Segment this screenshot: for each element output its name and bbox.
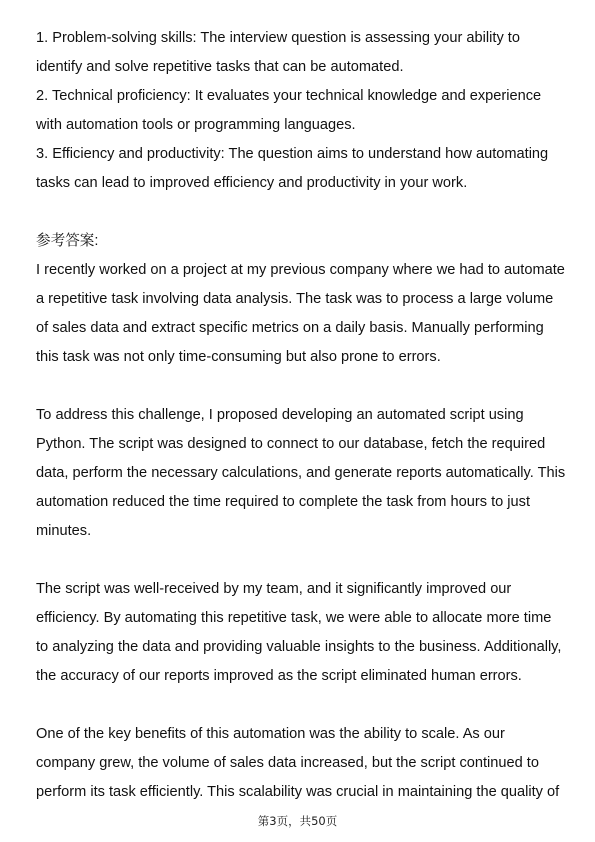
paragraph-gap — [36, 691, 564, 720]
paragraph-gap — [36, 372, 564, 401]
text-line: Python. The script was designed to connect to our database, fetch the required — [36, 436, 546, 452]
text-line: with automation tools or programming languages. — [36, 117, 356, 133]
text-line: One of the key benefits of this automation was the ability to scale. As our — [36, 726, 505, 742]
text-line: to analyzing the data and providing valuable insights to the business. Additionally, — [36, 639, 562, 655]
text-line: efficiency. By automating this repetitive task, we were able to allocate more time — [36, 610, 552, 626]
text-line: tasks can lead to improved efficiency and productivity in your work. — [36, 175, 468, 191]
paragraph-gap — [36, 198, 564, 227]
paragraph-gap — [36, 546, 564, 575]
document-body — [36, 24, 564, 807]
text-line: 1. Problem-solving skills: The interview question is assessing your ability to — [36, 30, 520, 46]
text-line: identify and solve repetitive tasks that can be automated. — [36, 59, 404, 75]
text-line: I recently worked on a project at my previous company where we had to automate — [36, 262, 565, 278]
text-line: 3. Efficiency and productivity: The question aims to understand how automating — [36, 146, 549, 162]
text-line: The script was well-received by my team, and it significantly improved our — [36, 581, 512, 597]
text-line: 2. Technical proficiency: It evaluates your technical knowledge and experience — [36, 88, 542, 104]
text-line: automation reduced the time required to complete the task from hours to just — [36, 494, 531, 510]
text-line: the accuracy of our reports improved as the script eliminated human errors. — [36, 668, 522, 684]
text-line: data, perform the necessary calculations, and generate reports automatically. This — [36, 465, 566, 481]
page-number: 第3页，共50页 — [257, 814, 338, 828]
text-line: perform its task efficiently. This scalability was crucial in maintaining the quality of — [36, 784, 560, 800]
text-line: minutes. — [36, 523, 92, 539]
text-line: To address this challenge, I proposed developing an automated script using — [36, 407, 524, 423]
text-line: of sales data and extract specific metrics on a daily basis. Manually performing — [36, 320, 544, 336]
text-line: a repetitive task involving data analysis. The task was to process a large volume — [36, 291, 554, 307]
answer-heading: 参考答案: — [36, 233, 99, 249]
text-line: this task was not only time-consuming but also prone to errors. — [36, 349, 441, 365]
text-line: company grew, the volume of sales data increased, but the script continued to — [36, 755, 539, 771]
